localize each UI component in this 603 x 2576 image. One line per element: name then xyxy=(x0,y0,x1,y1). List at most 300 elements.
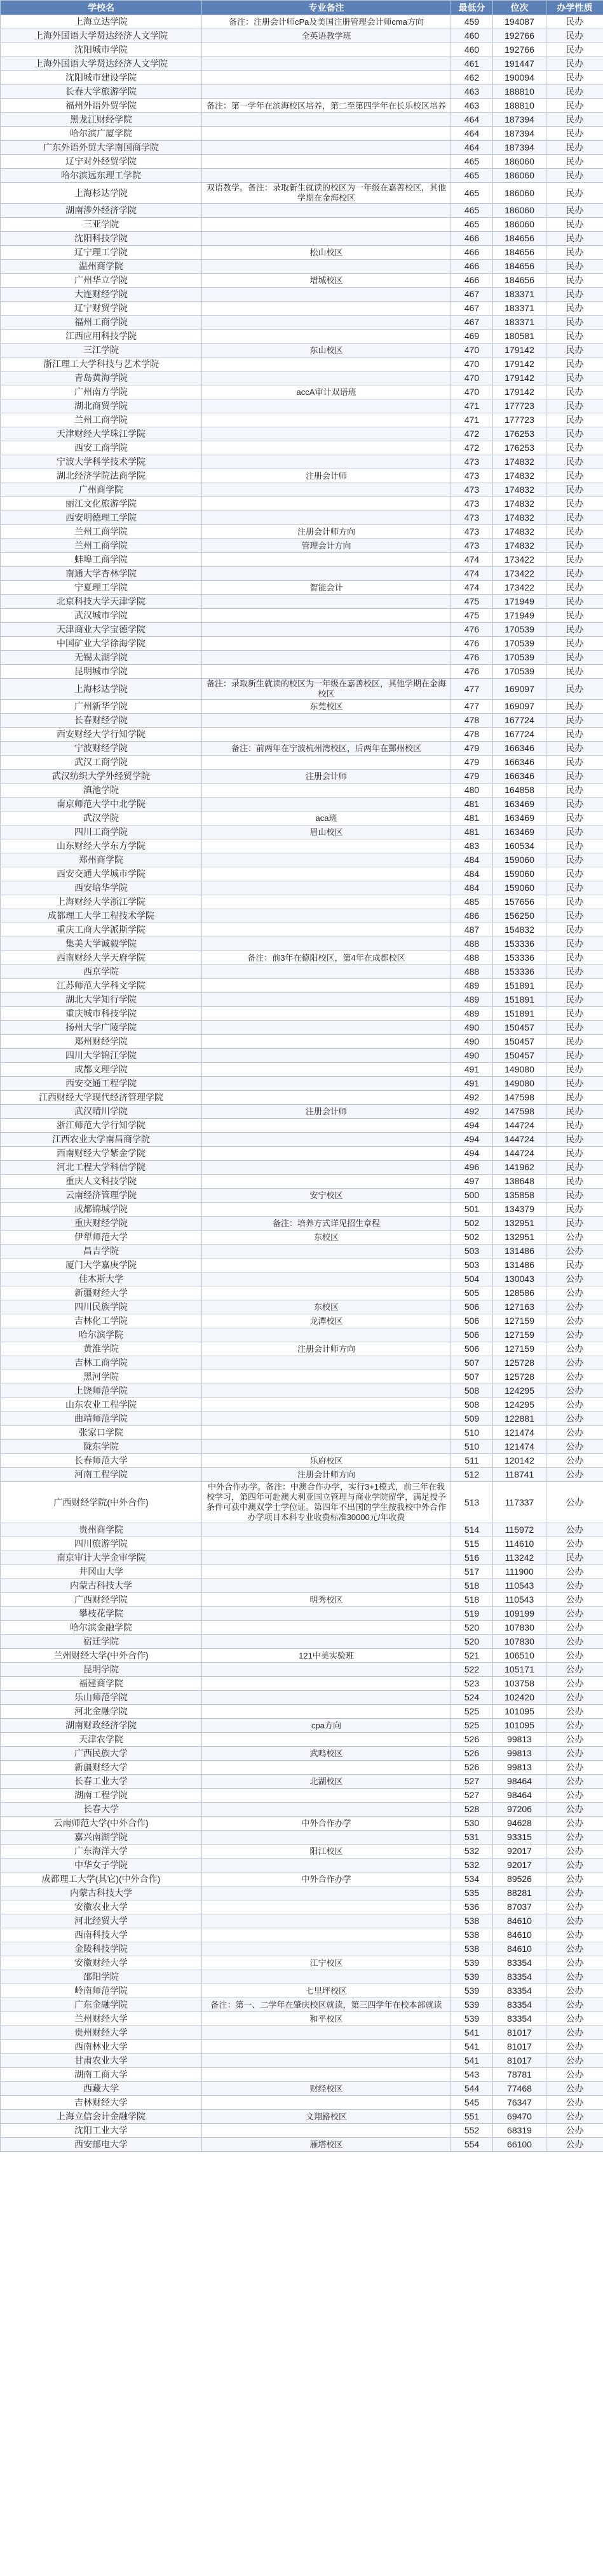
major-note-cell: 七里坪校区 xyxy=(202,1984,451,1998)
min-score-cell: 460 xyxy=(451,43,493,57)
school-type-cell: 公办 xyxy=(546,2138,603,2152)
school-name-cell: 南通大学杏林学院 xyxy=(1,567,202,581)
table-row xyxy=(1,2124,603,2138)
rank-cell: 174832 xyxy=(493,469,546,483)
school-type-cell: 民办 xyxy=(546,99,603,113)
table-row xyxy=(1,609,603,623)
school-name-cell: 西安财经大学行知学院 xyxy=(1,728,202,742)
rank-cell: 184656 xyxy=(493,260,546,274)
rank-cell: 174832 xyxy=(493,483,546,497)
rank-cell: 83354 xyxy=(493,1956,546,1970)
school-name-cell: 广东海洋大学 xyxy=(1,1845,202,1859)
major-note-cell: 中外合作办学 xyxy=(202,1872,451,1886)
major-note-cell xyxy=(202,1579,451,1593)
min-score-cell: 489 xyxy=(451,1007,493,1021)
rank-cell: 83354 xyxy=(493,1998,546,2012)
min-score-cell: 489 xyxy=(451,979,493,993)
major-note-cell xyxy=(202,839,451,853)
min-score-cell: 538 xyxy=(451,1942,493,1956)
table-row xyxy=(1,1063,603,1077)
table-row xyxy=(1,756,603,770)
rank-cell: 124295 xyxy=(493,1398,546,1412)
school-name-cell: 伊犁师范大学 xyxy=(1,1231,202,1245)
min-score-cell: 480 xyxy=(451,784,493,797)
school-type-cell: 民办 xyxy=(546,651,603,665)
school-name-cell: 广东金融学院 xyxy=(1,1998,202,2012)
major-note-cell xyxy=(202,2040,451,2054)
school-name-cell: 三亚学院 xyxy=(1,218,202,232)
rank-cell: 147598 xyxy=(493,1105,546,1119)
min-score-cell: 541 xyxy=(451,2026,493,2040)
school-name-cell: 北京科技大学天津学院 xyxy=(1,595,202,609)
table-row xyxy=(1,1803,603,1817)
school-name-cell: 兰州工商学院 xyxy=(1,525,202,539)
school-type-cell: 公办 xyxy=(546,1482,603,1523)
school-name-cell: 三江学院 xyxy=(1,344,202,357)
major-note-cell: 备注：第一学年在滨海校区培养，第二至第四学年在长乐校区培养 xyxy=(202,99,451,113)
rank-cell: 179142 xyxy=(493,385,546,399)
rank-cell: 164858 xyxy=(493,784,546,797)
min-score-cell: 532 xyxy=(451,1845,493,1859)
major-note-cell: 注册会计师 xyxy=(202,469,451,483)
major-note-cell xyxy=(202,1831,451,1845)
major-note-cell: 和平校区 xyxy=(202,2012,451,2026)
rank-cell: 174832 xyxy=(493,539,546,553)
school-name-cell: 吉林化工学院 xyxy=(1,1314,202,1328)
school-name-cell: 兰州财经大学(中外合作) xyxy=(1,1649,202,1663)
table-row xyxy=(1,651,603,665)
school-name-cell: 四川旅游学院 xyxy=(1,1537,202,1551)
min-score-cell: 501 xyxy=(451,1203,493,1217)
table-row xyxy=(1,441,603,455)
school-name-cell: 无锡太湖学院 xyxy=(1,651,202,665)
major-note-cell xyxy=(202,1635,451,1649)
school-type-cell: 民办 xyxy=(546,525,603,539)
major-note-cell xyxy=(202,1914,451,1928)
school-type-cell: 公办 xyxy=(546,1537,603,1551)
header-school: 学校名 xyxy=(1,1,202,15)
table-row xyxy=(1,183,603,204)
table-row xyxy=(1,43,603,57)
school-name-cell: 吉林工商学院 xyxy=(1,1356,202,1370)
school-type-cell: 公办 xyxy=(546,1775,603,1789)
school-name-cell: 长春财经学院 xyxy=(1,714,202,728)
school-type-cell: 民办 xyxy=(546,511,603,525)
table-row xyxy=(1,1621,603,1635)
school-type-cell: 民办 xyxy=(546,85,603,99)
school-type-cell: 公办 xyxy=(546,1705,603,1719)
table-row xyxy=(1,1356,603,1370)
table-row xyxy=(1,413,603,427)
min-score-cell: 554 xyxy=(451,2138,493,2152)
school-type-cell: 民办 xyxy=(546,1063,603,1077)
major-note-cell: accA审计双语班 xyxy=(202,385,451,399)
school-type-cell: 民办 xyxy=(546,1203,603,1217)
school-name-cell: 辽宁理工学院 xyxy=(1,246,202,260)
school-name-cell: 云南经济管理学院 xyxy=(1,1189,202,1203)
major-note-cell: 121中美实验班 xyxy=(202,1649,451,1663)
table-row xyxy=(1,1105,603,1119)
min-score-cell: 519 xyxy=(451,1607,493,1621)
school-type-cell: 民办 xyxy=(546,288,603,302)
table-row xyxy=(1,784,603,797)
rank-cell: 68319 xyxy=(493,2124,546,2138)
major-note-cell: aca班 xyxy=(202,811,451,825)
table-row xyxy=(1,539,603,553)
min-score-cell: 473 xyxy=(451,497,493,511)
rank-cell: 179142 xyxy=(493,344,546,357)
major-note-cell xyxy=(202,1537,451,1551)
major-note-cell xyxy=(202,399,451,413)
school-name-cell: 攀枝花学院 xyxy=(1,1607,202,1621)
school-type-cell: 公办 xyxy=(546,2054,603,2068)
table-row xyxy=(1,1677,603,1691)
school-name-cell: 西安交通工程学院 xyxy=(1,1077,202,1091)
school-type-cell: 公办 xyxy=(546,2110,603,2124)
min-score-cell: 497 xyxy=(451,1175,493,1189)
min-score-cell: 487 xyxy=(451,923,493,937)
rank-cell: 127159 xyxy=(493,1328,546,1342)
min-score-cell: 492 xyxy=(451,1105,493,1119)
table-row xyxy=(1,1300,603,1314)
table-row xyxy=(1,665,603,679)
min-score-cell: 479 xyxy=(451,742,493,756)
table-row xyxy=(1,1272,603,1286)
min-score-cell: 464 xyxy=(451,141,493,155)
table-row xyxy=(1,679,603,700)
min-score-cell: 494 xyxy=(451,1147,493,1161)
min-score-cell: 524 xyxy=(451,1691,493,1705)
rank-cell: 192766 xyxy=(493,43,546,57)
rank-cell: 177723 xyxy=(493,399,546,413)
rank-cell: 94628 xyxy=(493,1817,546,1831)
header-major-note: 专业备注 xyxy=(202,1,451,15)
school-name-cell: 湖南工程学院 xyxy=(1,1789,202,1803)
major-note-cell xyxy=(202,218,451,232)
school-name-cell: 辽宁财贸学院 xyxy=(1,302,202,316)
rank-cell: 69470 xyxy=(493,2110,546,2124)
table-row xyxy=(1,937,603,951)
min-score-cell: 513 xyxy=(451,1482,493,1523)
school-name-cell: 江苏师范大学科文学院 xyxy=(1,979,202,993)
table-row xyxy=(1,1775,603,1789)
school-type-cell: 民办 xyxy=(546,183,603,204)
min-score-cell: 481 xyxy=(451,825,493,839)
table-row xyxy=(1,218,603,232)
table-row xyxy=(1,923,603,937)
school-name-cell: 西安明德理工学院 xyxy=(1,511,202,525)
school-type-cell: 民办 xyxy=(546,797,603,811)
rank-cell: 176253 xyxy=(493,441,546,455)
school-type-cell: 民办 xyxy=(546,581,603,595)
min-score-cell: 518 xyxy=(451,1579,493,1593)
min-score-cell: 507 xyxy=(451,1356,493,1370)
school-name-cell: 蚌埠工商学院 xyxy=(1,553,202,567)
table-row xyxy=(1,553,603,567)
table-row xyxy=(1,1021,603,1035)
rank-cell: 163469 xyxy=(493,811,546,825)
min-score-cell: 467 xyxy=(451,316,493,330)
school-name-cell: 上海财经大学浙江学院 xyxy=(1,895,202,909)
school-name-cell: 内蒙古科技大学 xyxy=(1,1886,202,1900)
school-name-cell: 河南工程学院 xyxy=(1,1468,202,1482)
school-type-cell: 民办 xyxy=(546,302,603,316)
min-score-cell: 469 xyxy=(451,330,493,344)
school-type-cell: 民办 xyxy=(546,1105,603,1119)
rank-cell: 184656 xyxy=(493,232,546,246)
rank-cell: 147598 xyxy=(493,1091,546,1105)
major-note-cell xyxy=(202,1523,451,1537)
min-score-cell: 466 xyxy=(451,232,493,246)
rank-cell: 171949 xyxy=(493,609,546,623)
min-score-cell: 526 xyxy=(451,1733,493,1747)
table-row xyxy=(1,399,603,413)
school-type-cell: 公办 xyxy=(546,1523,603,1537)
table-row xyxy=(1,2026,603,2040)
rank-cell: 98464 xyxy=(493,1789,546,1803)
major-note-cell: 明秀校区 xyxy=(202,1593,451,1607)
school-name-cell: 金陵科技学院 xyxy=(1,1942,202,1956)
school-name-cell: 安徽财经大学 xyxy=(1,1956,202,1970)
school-name-cell: 新疆财经大学 xyxy=(1,1761,202,1775)
major-note-cell xyxy=(202,979,451,993)
school-type-cell: 公办 xyxy=(546,1970,603,1984)
school-type-cell: 民办 xyxy=(546,881,603,895)
major-note-cell xyxy=(202,1147,451,1161)
school-type-cell: 公办 xyxy=(546,1872,603,1886)
major-note-cell xyxy=(202,1663,451,1677)
table-row xyxy=(1,302,603,316)
major-note-cell xyxy=(202,609,451,623)
table-row xyxy=(1,895,603,909)
school-type-cell: 民办 xyxy=(546,728,603,742)
major-note-cell: 注册会计师方向 xyxy=(202,1342,451,1356)
min-score-cell: 507 xyxy=(451,1370,493,1384)
school-name-cell: 郑州财经学院 xyxy=(1,1035,202,1049)
major-note-cell: 双语教学。备注：录取新生就读的校区为一年级在嘉善校区，其他学期在金海校区 xyxy=(202,183,451,204)
rank-cell: 151891 xyxy=(493,1007,546,1021)
school-type-cell: 公办 xyxy=(546,1356,603,1370)
school-type-cell: 公办 xyxy=(546,2124,603,2138)
rank-cell: 187394 xyxy=(493,141,546,155)
table-row xyxy=(1,825,603,839)
major-note-cell xyxy=(202,623,451,637)
rank-cell: 174832 xyxy=(493,525,546,539)
table-row xyxy=(1,1817,603,1831)
min-score-cell: 539 xyxy=(451,1970,493,1984)
table-row xyxy=(1,169,603,183)
school-type-cell: 公办 xyxy=(546,1245,603,1258)
table-row xyxy=(1,1859,603,1872)
min-score-cell: 504 xyxy=(451,1272,493,1286)
major-note-cell xyxy=(202,867,451,881)
major-note-cell xyxy=(202,1119,451,1133)
school-type-cell: 公办 xyxy=(546,1649,603,1663)
table-row xyxy=(1,1189,603,1203)
table-row xyxy=(1,979,603,993)
table-row xyxy=(1,1579,603,1593)
rank-cell: 150457 xyxy=(493,1049,546,1063)
school-name-cell: 成都锦城学院 xyxy=(1,1203,202,1217)
school-name-cell: 扬州大学广陵学院 xyxy=(1,1021,202,1035)
table-row xyxy=(1,1914,603,1928)
min-score-cell: 518 xyxy=(451,1593,493,1607)
min-score-cell: 475 xyxy=(451,595,493,609)
rank-cell: 179142 xyxy=(493,357,546,371)
school-name-cell: 湖南工商大学 xyxy=(1,2068,202,2082)
school-name-cell: 昆明学院 xyxy=(1,1663,202,1677)
table-row xyxy=(1,288,603,302)
school-name-cell: 广西民族大学 xyxy=(1,1747,202,1761)
min-score-cell: 478 xyxy=(451,714,493,728)
major-note-cell xyxy=(202,993,451,1007)
min-score-cell: 473 xyxy=(451,525,493,539)
school-name-cell: 西安邮电大学 xyxy=(1,2138,202,2152)
min-score-cell: 551 xyxy=(451,2110,493,2124)
rank-cell: 66100 xyxy=(493,2138,546,2152)
major-note-cell xyxy=(202,1203,451,1217)
table-row xyxy=(1,581,603,595)
min-score-cell: 471 xyxy=(451,399,493,413)
rank-cell: 110543 xyxy=(493,1593,546,1607)
school-type-cell: 民办 xyxy=(546,357,603,371)
school-name-cell: 长春工业大学 xyxy=(1,1775,202,1789)
major-note-cell xyxy=(202,1384,451,1398)
major-note-cell xyxy=(202,714,451,728)
min-score-cell: 465 xyxy=(451,155,493,169)
school-type-cell: 民办 xyxy=(546,1091,603,1105)
min-score-cell: 552 xyxy=(451,2124,493,2138)
min-score-cell: 539 xyxy=(451,1984,493,1998)
rank-cell: 99813 xyxy=(493,1733,546,1747)
school-name-cell: 江西财经大学现代经济管理学院 xyxy=(1,1091,202,1105)
school-name-cell: 四川大学锦江学院 xyxy=(1,1049,202,1063)
table-row xyxy=(1,1007,603,1021)
school-type-cell: 民办 xyxy=(546,595,603,609)
school-type-cell: 公办 xyxy=(546,2040,603,2054)
rank-cell: 150457 xyxy=(493,1021,546,1035)
min-score-cell: 484 xyxy=(451,853,493,867)
school-name-cell: 丽江文化旅游学院 xyxy=(1,497,202,511)
rank-cell: 190094 xyxy=(493,71,546,85)
table-row xyxy=(1,232,603,246)
rank-cell: 130043 xyxy=(493,1272,546,1286)
school-name-cell: 郑州商学院 xyxy=(1,853,202,867)
school-name-cell: 西安培华学院 xyxy=(1,881,202,895)
school-type-cell: 公办 xyxy=(546,2082,603,2096)
major-note-cell xyxy=(202,1412,451,1426)
rank-cell: 106510 xyxy=(493,1649,546,1663)
table-row xyxy=(1,1258,603,1272)
major-note-cell xyxy=(202,1886,451,1900)
major-note-cell: 雁塔校区 xyxy=(202,2138,451,2152)
major-note-cell: 备注：培养方式详见招生章程 xyxy=(202,1217,451,1231)
min-score-cell: 512 xyxy=(451,1468,493,1482)
school-type-cell: 民办 xyxy=(546,923,603,937)
school-name-cell: 沈阳工业大学 xyxy=(1,2124,202,2138)
min-score-cell: 509 xyxy=(451,1412,493,1426)
major-note-cell xyxy=(202,1551,451,1565)
school-type-cell: 公办 xyxy=(546,1761,603,1775)
min-score-cell: 526 xyxy=(451,1761,493,1775)
school-name-cell: 广西财经学院 xyxy=(1,1593,202,1607)
header-min-score: 最低分 xyxy=(451,1,493,15)
rank-cell: 151891 xyxy=(493,993,546,1007)
school-type-cell: 公办 xyxy=(546,1328,603,1342)
table-row xyxy=(1,1928,603,1942)
school-type-cell: 民办 xyxy=(546,427,603,441)
major-note-cell xyxy=(202,637,451,651)
rank-cell: 87037 xyxy=(493,1900,546,1914)
min-score-cell: 462 xyxy=(451,71,493,85)
school-name-cell: 广州南方学院 xyxy=(1,385,202,399)
table-row xyxy=(1,2082,603,2096)
rank-cell: 188810 xyxy=(493,99,546,113)
rank-cell: 154832 xyxy=(493,923,546,937)
school-name-cell: 新疆财经大学 xyxy=(1,1286,202,1300)
school-type-cell: 公办 xyxy=(546,1803,603,1817)
major-note-cell xyxy=(202,2026,451,2040)
table-row xyxy=(1,1217,603,1231)
school-type-cell: 民办 xyxy=(546,979,603,993)
major-note-cell xyxy=(202,1565,451,1579)
rank-cell: 163469 xyxy=(493,825,546,839)
major-note-cell xyxy=(202,1021,451,1035)
min-score-cell: 502 xyxy=(451,1231,493,1245)
school-name-cell: 西南财经大学紫金学院 xyxy=(1,1147,202,1161)
rank-cell: 127163 xyxy=(493,1300,546,1314)
school-name-cell: 上海立信会计金融学院 xyxy=(1,2110,202,2124)
header-row xyxy=(1,1,603,15)
min-score-cell: 534 xyxy=(451,1872,493,1886)
school-type-cell: 民办 xyxy=(546,246,603,260)
school-type-cell: 公办 xyxy=(546,1928,603,1942)
table-row xyxy=(1,1607,603,1621)
school-name-cell: 沈阳城市学院 xyxy=(1,43,202,57)
school-type-cell: 公办 xyxy=(546,1817,603,1831)
rank-cell: 183371 xyxy=(493,302,546,316)
school-type-cell: 民办 xyxy=(546,1217,603,1231)
school-type-cell: 公办 xyxy=(546,1286,603,1300)
school-type-cell: 民办 xyxy=(546,553,603,567)
min-score-cell: 536 xyxy=(451,1900,493,1914)
school-name-cell: 西南科技大学 xyxy=(1,1928,202,1942)
rank-cell: 78781 xyxy=(493,2068,546,2082)
school-type-cell: 民办 xyxy=(546,441,603,455)
min-score-cell: 492 xyxy=(451,1091,493,1105)
table-row xyxy=(1,2054,603,2068)
min-score-cell: 465 xyxy=(451,204,493,218)
min-score-cell: 463 xyxy=(451,99,493,113)
table-row xyxy=(1,1789,603,1803)
school-name-cell: 上海外国语大学贤达经济人文学院 xyxy=(1,57,202,71)
school-name-cell: 哈尔滨金融学院 xyxy=(1,1621,202,1635)
min-score-cell: 466 xyxy=(451,274,493,288)
min-score-cell: 467 xyxy=(451,288,493,302)
school-type-cell: 民办 xyxy=(546,57,603,71)
major-note-cell xyxy=(202,232,451,246)
school-type-cell: 民办 xyxy=(546,825,603,839)
school-name-cell: 佳木斯大学 xyxy=(1,1272,202,1286)
school-type-cell: 民办 xyxy=(546,853,603,867)
min-score-cell: 506 xyxy=(451,1314,493,1328)
table-row xyxy=(1,511,603,525)
min-score-cell: 508 xyxy=(451,1398,493,1412)
rank-cell: 101095 xyxy=(493,1719,546,1733)
table-row xyxy=(1,881,603,895)
rank-cell: 120142 xyxy=(493,1454,546,1468)
school-name-cell: 武汉纺织大学外经贸学院 xyxy=(1,770,202,784)
